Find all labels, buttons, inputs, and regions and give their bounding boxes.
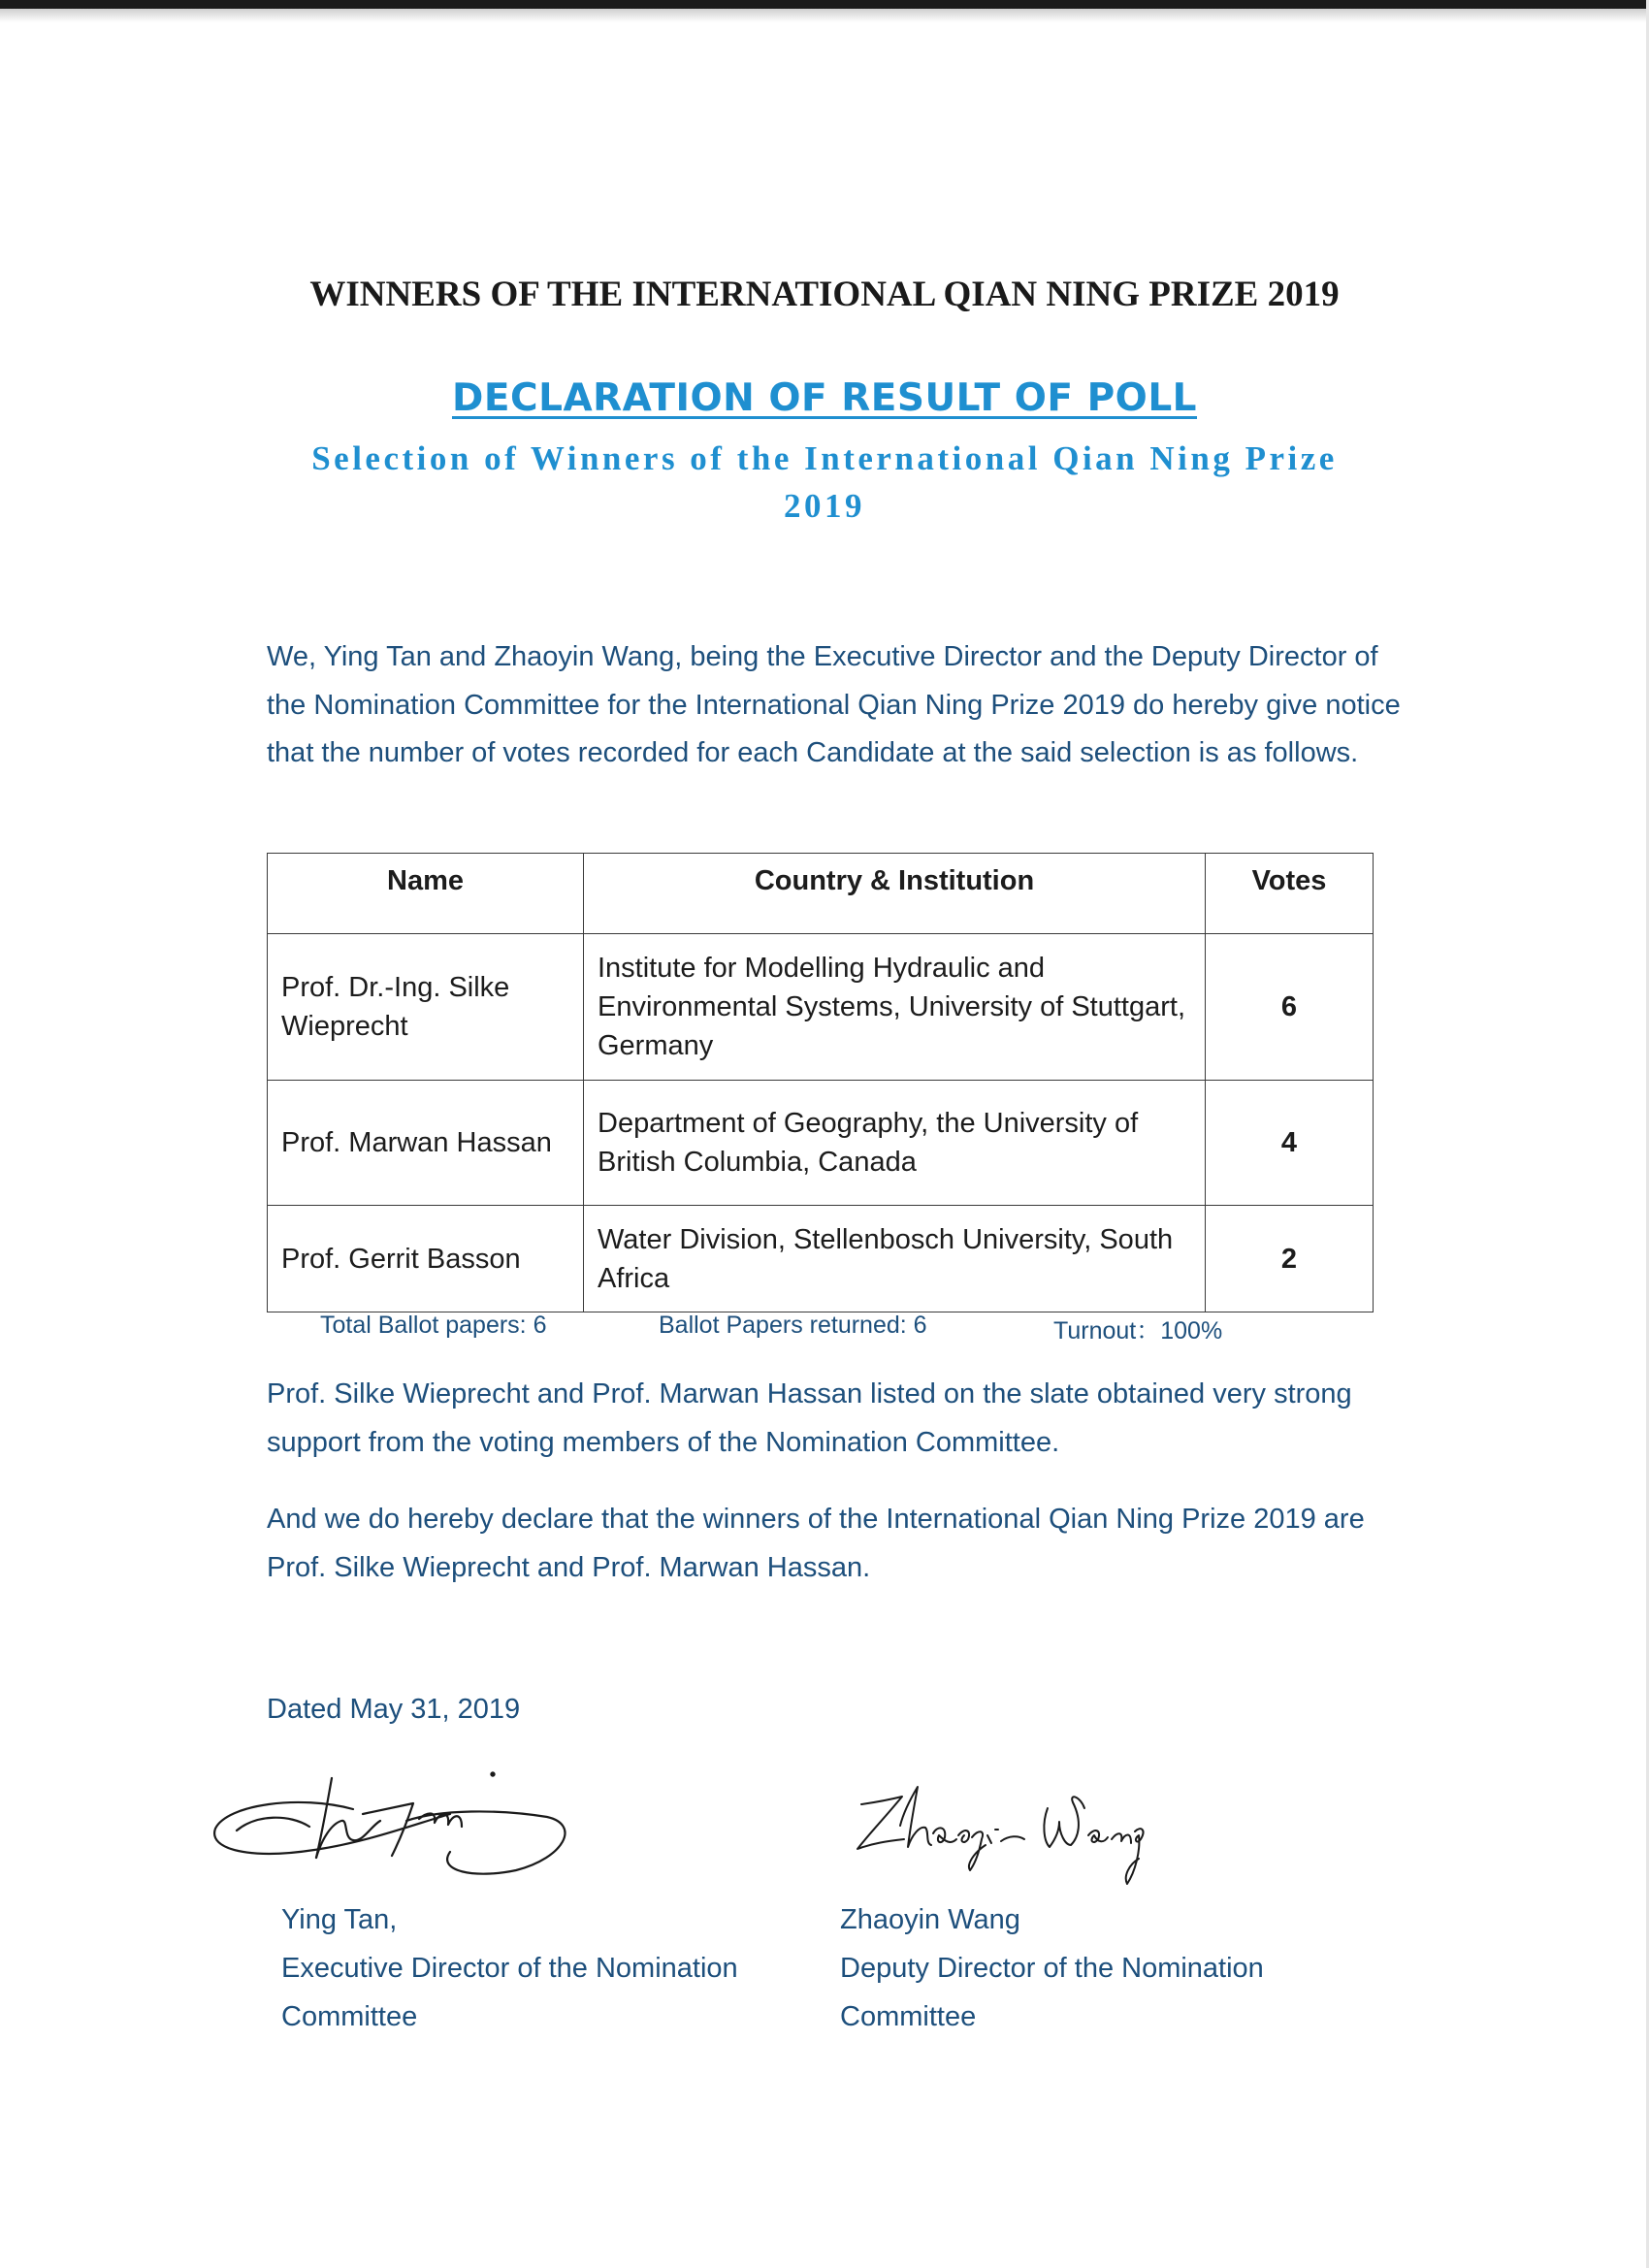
candidate-name: Prof. Gerrit Basson	[268, 1206, 584, 1312]
table-row	[268, 1081, 1374, 1206]
intro-paragraph: We, Ying Tan and Zhaoyin Wang, being the Executive Director and the Deputy Director of the Nomination Committee for the International Qian Ning Prize 2019 do hereby give notice that the number of votes recorded for each Candidate at the said selection is as follows.	[267, 641, 1401, 768]
candidate-institution: Institute for Modelling Hydraulic and Environmental Systems, University of Stuttgart, Germany	[584, 934, 1206, 1081]
header-name: Name	[268, 854, 584, 934]
table-row	[268, 1206, 1374, 1312]
candidate-institution: Department of Geography, the University of British Columbia, Canada	[584, 1081, 1206, 1206]
signatory-title: Executive Director of the Nomination Committee	[281, 1953, 738, 2032]
header-votes: Votes	[1206, 854, 1374, 934]
header-country-institution: Country & Institution	[584, 854, 1206, 934]
turnout: Turnout：100%	[1053, 1317, 1223, 1345]
candidate-votes: 2	[1206, 1206, 1374, 1312]
signatory-ying-tan	[281, 1895, 824, 2041]
total-ballot-papers: Total Ballot papers: 6	[320, 1312, 547, 1339]
ballot-papers-returned: Ballot Papers returned: 6	[659, 1312, 927, 1339]
zhaoyin-wang-signature	[844, 1775, 1154, 1892]
signatory-name: Ying Tan,	[281, 1904, 398, 1935]
results-table	[267, 853, 1374, 1312]
scan-top-edge	[0, 0, 1649, 9]
declaration-title: DECLARATION OF RESULT OF POLL	[451, 376, 1198, 420]
signatory-zhaoyin-wang	[840, 1895, 1383, 2041]
signatory-name: Zhaoyin Wang	[840, 1904, 1020, 1935]
candidate-votes: 6	[1206, 934, 1374, 1081]
winners-paragraph: And we do hereby declare that the winners of the International Qian Ning Prize 2019 are Prof. Silke Wieprecht and Prof. Marwan Hassan.	[267, 1504, 1365, 1583]
candidate-votes: 4	[1206, 1081, 1374, 1206]
candidate-institution: Water Division, Stellenbosch University, South Africa	[584, 1206, 1206, 1312]
dated-line: Dated May 31, 2019	[267, 1694, 521, 1725]
table-row	[268, 934, 1374, 1081]
declaration-subtitle: Selection of Winners of the International Qian Ning Prize 2019	[311, 439, 1338, 525]
candidate-name: Prof. Marwan Hassan	[268, 1081, 584, 1206]
table-header-row	[268, 854, 1374, 934]
scan-top-shadow	[0, 9, 1649, 22]
page-heading: WINNERS OF THE INTERNATIONAL QIAN NING PRIZE 2019	[309, 275, 1340, 314]
ying-tan-signature	[208, 1770, 576, 1896]
support-paragraph: Prof. Silke Wieprecht and Prof. Marwan Hassan listed on the slate obtained very strong support from the voting members of the Nomination Committee.	[267, 1378, 1352, 1458]
candidate-name: Prof. Dr.-Ing. Silke Wieprecht	[268, 934, 584, 1081]
signatory-title: Deputy Director of the Nomination Committee	[840, 1953, 1264, 2032]
